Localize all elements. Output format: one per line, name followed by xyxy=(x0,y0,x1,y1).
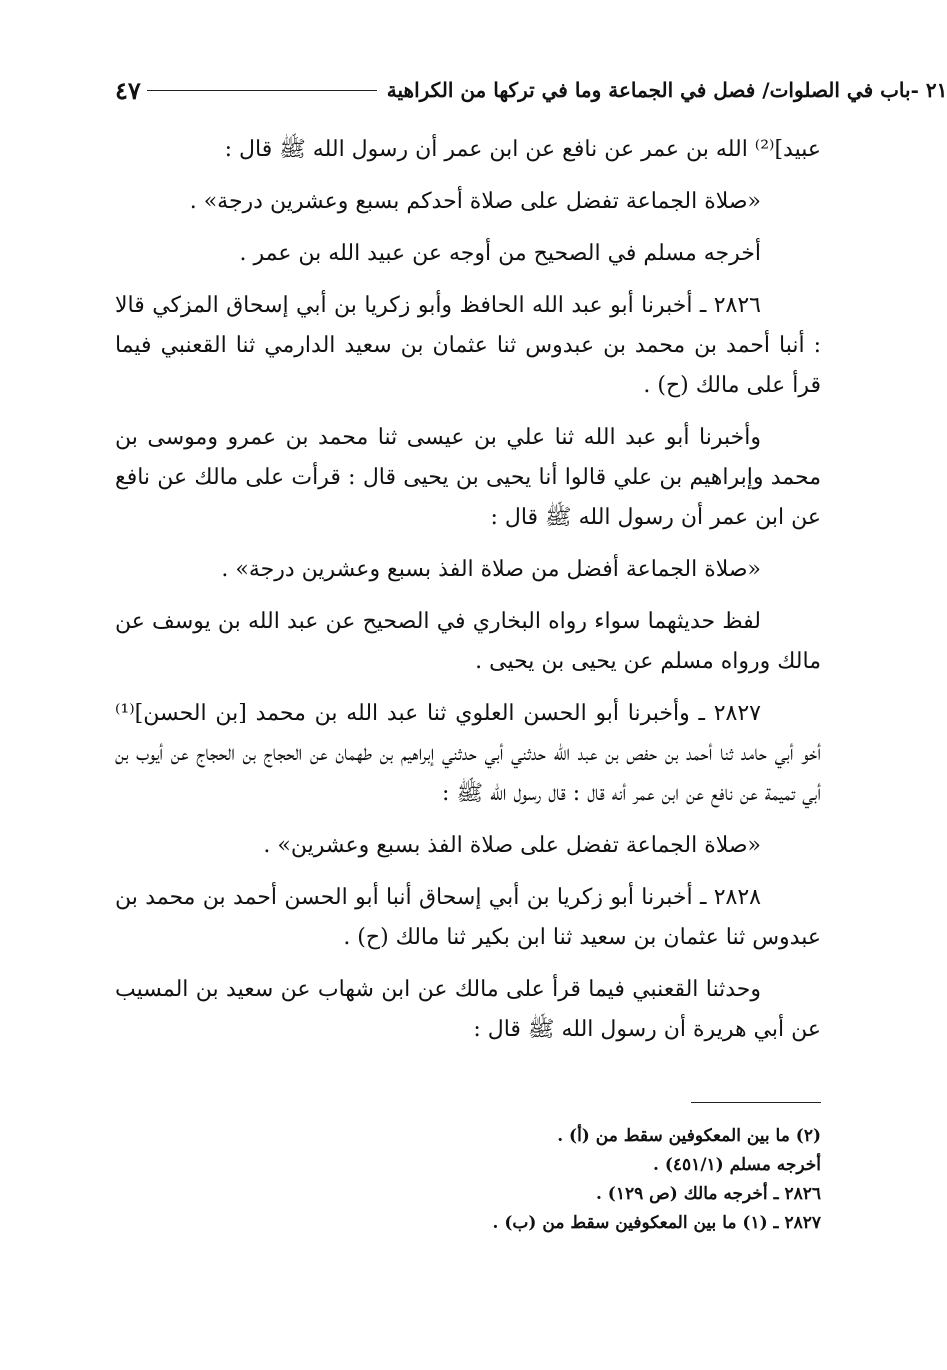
hadith-text: «صلاة الجماعة تفضل على صلاة الفذ بسبع وعشرين» . xyxy=(263,833,761,858)
paragraph-takhrij: أخرجه مسلم في الصحيح من أوجه عن عبيد الله بن عمر . xyxy=(239,241,761,266)
running-header xyxy=(115,70,947,110)
page-number: ٤٧ xyxy=(115,75,141,105)
header-rule xyxy=(147,90,377,91)
footnote: أخرجه مسلم (٤٥١/١) . xyxy=(653,1155,821,1175)
running-title: ٢١ -باب في الصلوات/ فصل في الجماعة وما في تركها من الكراهية xyxy=(386,78,947,102)
paragraph-commentary: لفظ حديثهما سواء رواه البخاري في الصحيح عن عبد الله بن يوسف عن مالك ورواه مسلم عن يحيى بن يحيى . xyxy=(115,609,821,674)
main-text xyxy=(115,130,821,1062)
footnote: ٢٨٢٦ ـ أخرجه مالك (ص ١٢٩) . xyxy=(595,1184,821,1204)
hadith-2827-isnad: ٢٨٢٧ ـ وأخبرنا أبو الحسن العلوي ثنا عبد الله بن محمد [بن الحسن]⁽¹⁾ أخو أبي حامد ثنا أحمد بن حفص بن عبد الله حدثني أبي حدثني إبراهيم بن طهمان عن الحجاج بن الحجاج عن أيوب بن أبي تميمة عن نافع عن ابن عمر أنه قال : قال رسول الله ﷺ : xyxy=(115,701,821,806)
footnote: (٢) ما بين المعكوفين سقط من (أ) . xyxy=(557,1126,821,1146)
hadith-2828-second-isnad: وحدثنا القعنبي فيما قرأ على مالك عن ابن شهاب عن سعيد بن المسيب عن أبي هريرة أن رسول الله ﷺ قال : xyxy=(115,977,821,1042)
footnote: ٢٨٢٧ ـ (١) ما بين المعكوفين سقط من (ب) . xyxy=(492,1213,821,1233)
hadith-2826-isnad: ٢٨٢٦ ـ أخبرنا أبو عبد الله الحافظ وأبو زكريا بن أبي إسحاق المزكي قالا : أنبا أحمد بن محمد بن عبدوس ثنا عثمان بن سعيد الدارمي ثنا القعنبي فيما قرأ على مالك (ح) . xyxy=(115,293,821,398)
footnote-rule xyxy=(691,1102,821,1103)
footnotes xyxy=(300,1122,821,1238)
hadith-text: «صلاة الجماعة تفضل على صلاة أحدكم بسبع وعشرين درجة» . xyxy=(189,189,761,214)
hadith-text: «صلاة الجماعة أفضل من صلاة الفذ بسبع وعشرين درجة» . xyxy=(221,557,761,582)
hadith-2826-second-isnad: وأخبرنا أبو عبد الله ثنا علي بن عيسى ثنا محمد بن عمرو وموسى بن محمد وإبراهيم بن علي قالوا أنا يحيى بن يحيى قال : قرأت على مالك عن نافع عن ابن عمر أن رسول الله ﷺ قال : xyxy=(115,425,821,530)
hadith-2828-isnad: ٢٨٢٨ ـ أخبرنا أبو زكريا بن أبي إسحاق أنبا أبو الحسن أحمد بن محمد بن عبدوس ثنا عثمان بن سعيد ثنا ابن بكير ثنا مالك (ح) . xyxy=(115,885,821,950)
paragraph-continuation: عبيد]⁽²⁾ الله بن عمر عن نافع عن ابن عمر أن رسول الله ﷺ قال : xyxy=(224,137,821,162)
